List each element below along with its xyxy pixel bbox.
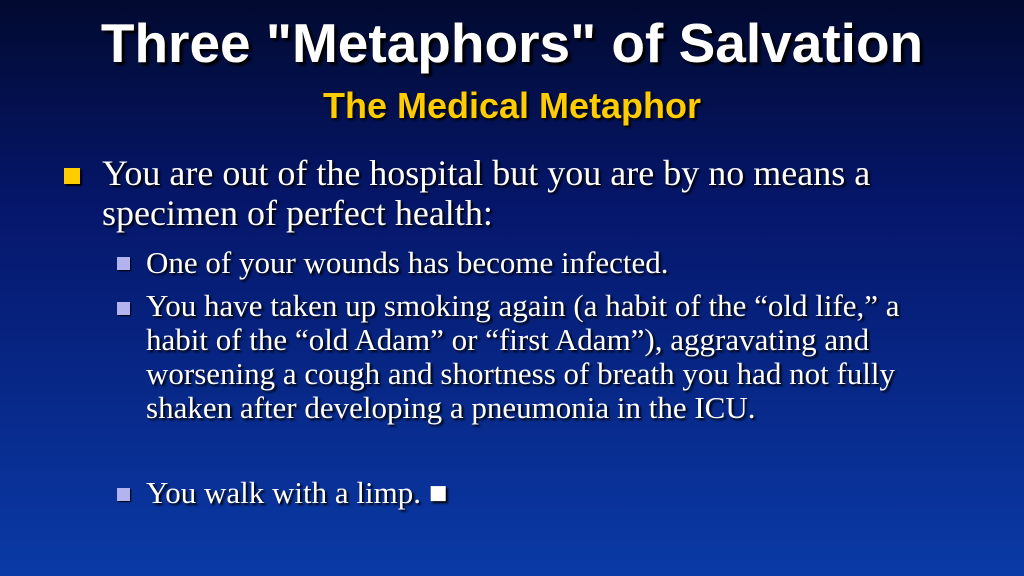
square-bullet-icon xyxy=(117,257,130,270)
square-bullet-icon xyxy=(117,302,130,315)
slide-title: Three "Metaphors" of Salvation xyxy=(100,12,924,74)
slide-subtitle: The Medical Metaphor xyxy=(322,85,702,126)
square-bullet-icon xyxy=(117,488,130,501)
square-bullet-icon xyxy=(64,168,80,184)
sub-bullet-text: You have taken up smoking again (a habit of the “old life,” a habit of the “old Adam” or “first Adam”), aggravating and worsening a cough and shortness of breath you had not fully shaken after developing a pneumonia in the ICU. xyxy=(146,288,900,425)
sub-bullet-text: You walk with a limp. ■ xyxy=(146,475,448,510)
sub-bullet-text: One of your wounds has become infected. xyxy=(146,245,669,280)
bullet-text: You are out of the hospital but you are by no means a specimen of perfect health: xyxy=(102,153,871,233)
